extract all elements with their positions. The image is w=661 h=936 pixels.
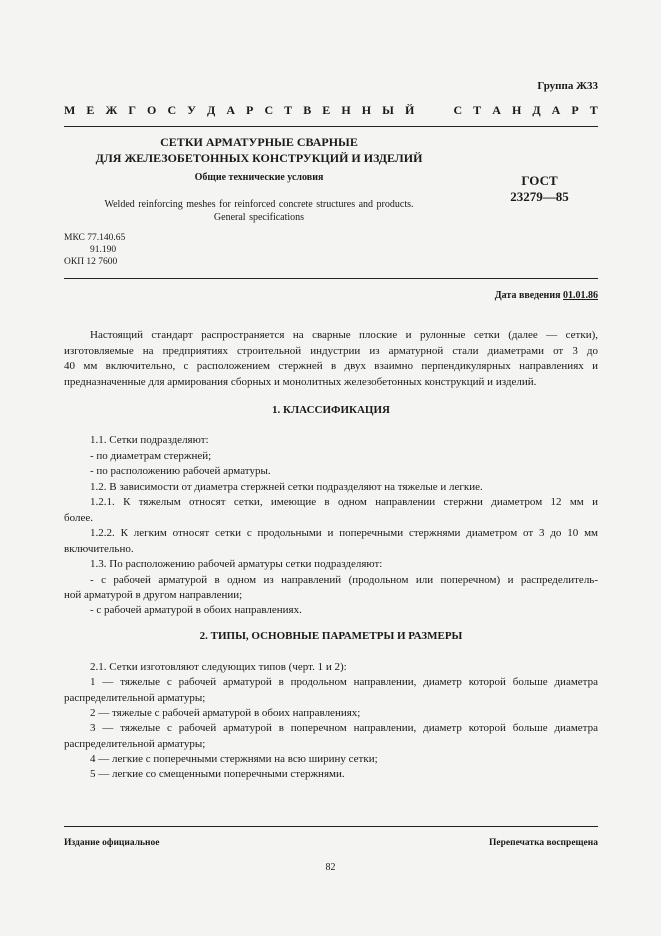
clause-line: 1.3. По расположению рабочей арматуры сетки подразделяют: (90, 558, 383, 570)
footer-rule (64, 826, 598, 827)
clause-line: распределительной арматуры; (64, 692, 206, 704)
clause-line: 1 — тяжелые с рабочей арматурой в продольном направлении, диаметр которой больше диаметра (90, 676, 598, 688)
gost-designation (492, 173, 587, 205)
english-title (64, 198, 454, 224)
reprint-prohibited-note: Перепечатка воспрещена (488, 838, 598, 848)
clause-line: - с рабочей арматурой в одном из направлений (продольном или поперечном) и распределитель- (90, 574, 598, 586)
clause-line: более. (64, 512, 93, 524)
codes-rule (64, 278, 598, 279)
clause-line: распределительной арматуры; (64, 738, 206, 750)
clause-line: 1.1. Сетки подразделяют: (90, 434, 209, 446)
gost-number: 23279—85 (510, 189, 569, 204)
intro-line: изготовляемые на предприятиях строительной индустрии из арматурной стали диаметрами от 3 до (64, 345, 598, 357)
clause-line: включительно. (64, 543, 134, 555)
mks-code: МКС 77.140.65 (64, 233, 126, 243)
clause-line: 1.2.2. К легким относят сетки с продольными и поперечными стержнями диаметром от 3 до 10 мм (90, 527, 598, 539)
clause-line: 2 — тяжелые с рабочей арматурой в обоих направлениях; (90, 707, 361, 719)
official-edition-note: Издание официальное (64, 838, 160, 848)
clause-line: ной арматурой в другом направлении; (64, 589, 243, 601)
english-title-line2: General specifications (213, 212, 305, 223)
document-title-line2: ДЛЯ ЖЕЛЕЗОБЕТОННЫХ КОНСТРУКЦИЙ И ИЗДЕЛИЙ (95, 151, 423, 165)
introduction-date (495, 290, 598, 301)
banner-letter: Д (532, 103, 541, 117)
banner-letter: У (187, 103, 196, 117)
banner-letter: Н (511, 103, 522, 117)
banner-letter: Й (404, 103, 415, 117)
banner-letter: Т (284, 103, 293, 117)
banner-letter: Ж (105, 103, 118, 117)
header-rule (64, 126, 598, 127)
banner-letter: А (551, 103, 561, 117)
banner-gap (439, 103, 442, 118)
document-subtitle: Общие технические условия (194, 172, 324, 183)
section-heading: 2. ТИПЫ, ОСНОВНЫЕ ПАРАМЕТРЫ И РАЗМЕРЫ (199, 630, 463, 642)
section-heading: 1. КЛАССИФИКАЦИЯ (272, 404, 390, 416)
banner-letter: Н (341, 103, 351, 117)
banner-letter: С (264, 103, 274, 117)
banner-letter: А (492, 103, 501, 117)
banner-letter: Е (322, 103, 331, 117)
mks-code-2: 91.190 (90, 245, 117, 255)
banner-letter: Д (207, 103, 216, 117)
banner-letter: С (453, 103, 463, 117)
intro-line: предназначенные для армирования сборных и монолитных железобетонных конструкций и изделий. (64, 376, 537, 388)
intro-line: Настоящий стандарт распространяется на сварные плоские и рулонные сетки (далее — сетки), (90, 329, 598, 341)
banner-letter: А (226, 103, 235, 117)
banner-letter: Т (589, 103, 598, 117)
clause-line: - по расположению рабочей арматуры. (90, 465, 271, 477)
banner-gap (425, 103, 428, 118)
banner-letter: Ы (382, 103, 394, 117)
intro-line: 40 мм включительно, с расположением стержней в двух взаимно перпендикулярных направлениях и (64, 360, 598, 372)
english-title-line1: Welded reinforcing meshes for reinforced concrete structures and products. (104, 199, 414, 210)
okp-code: ОКП 12 7600 (64, 257, 118, 267)
clause-line: 5 — легкие со смещенными поперечными стержнями. (90, 768, 345, 780)
interstate-standard-banner (64, 103, 598, 118)
banner-letter: Т (473, 103, 482, 117)
group-code: Группа Ж33 (537, 80, 598, 92)
banner-letter: Р (246, 103, 254, 117)
classification-codes (64, 232, 125, 268)
clause-line: 3 — тяжелые с рабочей арматурой в поперечном направлении, диаметр которой больше диаметра (90, 722, 598, 734)
clause-line: 1.2.1. К тяжелым относят сетки, имеющие в одном направлении стержни диаметром 12 мм и (90, 496, 598, 508)
banner-letter: Г (128, 103, 136, 117)
document-title-line1: СЕТКИ АРМАТУРНЫЕ СВАРНЫЕ (160, 135, 358, 149)
banner-letter: С (167, 103, 177, 117)
clause-line: 4 — легкие с поперечными стержнями на всю ширину сетки; (90, 753, 378, 765)
banner-letter: Н (361, 103, 372, 117)
clause-line: 2.1. Сетки изготовляют следующих типов (черт. 1 и 2): (90, 661, 347, 673)
clause-line: - с рабочей арматурой в обоих направлениях. (90, 604, 302, 616)
banner-letter: О (147, 103, 157, 117)
gost-label: ГОСТ (521, 173, 558, 188)
banner-letter: Е (86, 103, 95, 117)
date-label: Дата введения (494, 290, 561, 301)
banner-letter: Р (571, 103, 579, 117)
banner-letter: М (64, 103, 76, 117)
banner-letter: В (303, 103, 312, 117)
date-value: 01.01.86 (563, 290, 598, 301)
clause-line: 1.2. В зависимости от диаметра стержней сетки подразделяют на тяжелые и легкие. (90, 481, 483, 493)
page-number: 82 (325, 862, 336, 873)
clause-line: - по диаметрам стержней; (90, 450, 212, 462)
